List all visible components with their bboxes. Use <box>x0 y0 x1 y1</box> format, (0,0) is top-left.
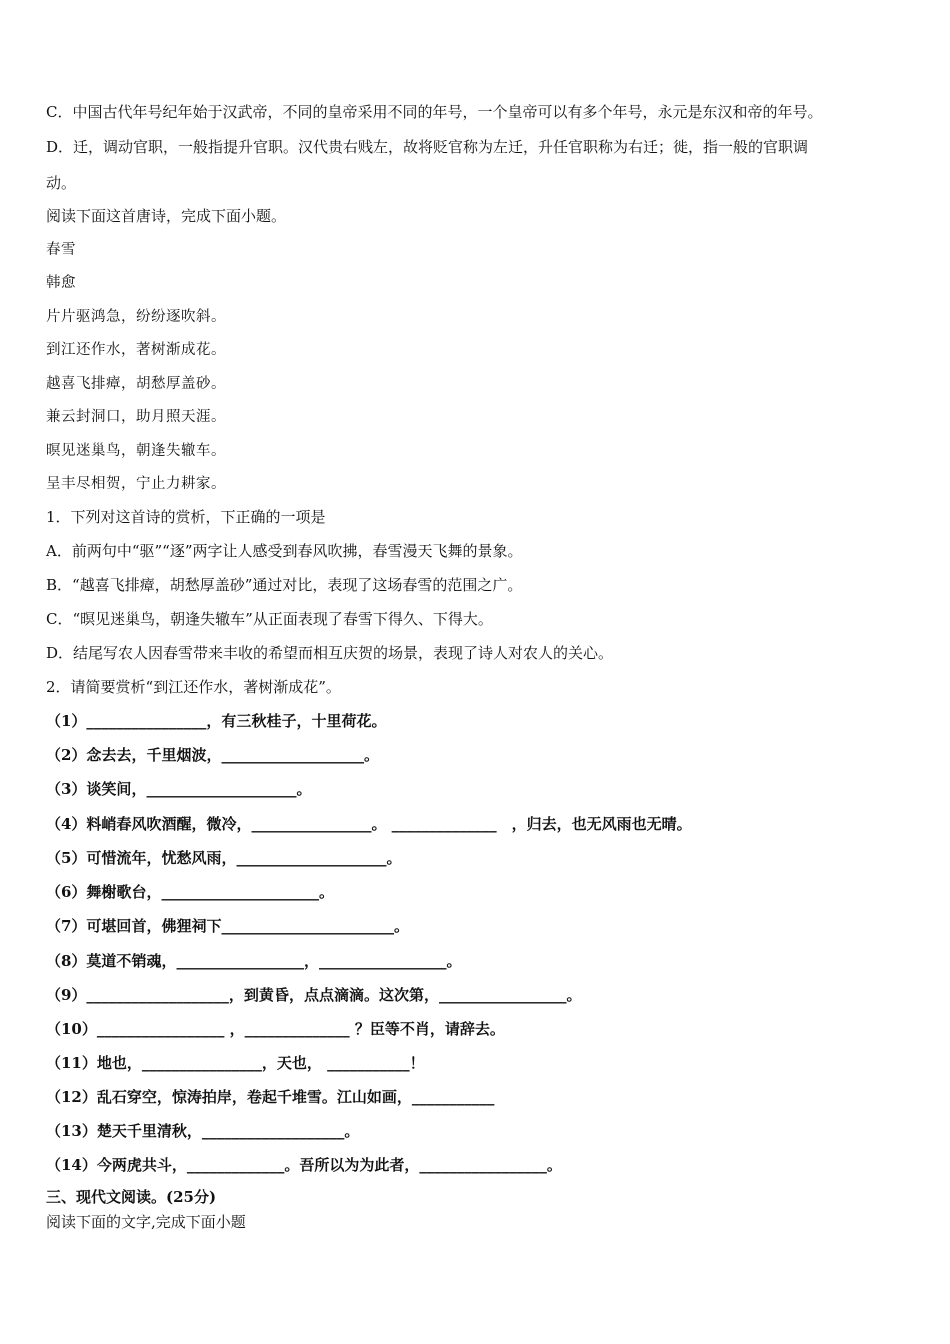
option-c-line: C．中国古代年号纪年始于汉武帝，不同的皇帝采用不同的年号，一个皇帝可以有多个年号，永元是东汉和帝的年号。 <box>46 103 823 121</box>
poem-line: 呈丰尽相贺，宁止力耕家。 <box>46 476 226 492</box>
fill-blank-item: （5）可惜流年，忧愁风雨，____________________。 <box>46 849 402 867</box>
poem-line: 到江还作水，著树渐成花。 <box>46 342 226 358</box>
poem-line: 越喜飞排瘴，胡愁厚盖砂。 <box>46 376 226 392</box>
poem-title: 春雪 <box>46 242 76 258</box>
fill-blank-item: （8）莫道不销魂，_________________，_________________。 <box>46 952 462 970</box>
fill-blank-item: （11）地也，________________，天也， ___________！ <box>46 1054 425 1072</box>
poem-line: 片片驱鸿急，纷纷逐吹斜。 <box>46 309 226 325</box>
fill-blank-item: （4）料峭春风吹酒醒，微冷，________________。 ______________ ，归去，也无风雨也无晴。 <box>46 815 692 833</box>
poem-author: 韩愈 <box>46 275 76 291</box>
fill-blank-item: （2）念去去，千里烟波，___________________。 <box>46 746 379 764</box>
fill-blank-item: （10）_________________ ，______________ ？臣等不肖，请辞去。 <box>46 1020 505 1038</box>
fill-blank-item: （13）楚天千里清秋，___________________。 <box>46 1122 360 1140</box>
poem-intro: 阅读下面这首唐诗，完成下面小题。 <box>46 207 287 225</box>
option-d-line-1: D．迁，调动官职，一般指提升官职。汉代贵右贱左，故将贬官称为左迁，升任官职称为右迁；徙，指一般的官职调 <box>46 138 809 156</box>
question-1-option-a: A．前两句中“驱”“逐”两字让人感受到春风吹拂，春雪漫天飞舞的景象。 <box>46 542 523 560</box>
section-heading: 三、现代文阅读。(25分) <box>46 1188 217 1206</box>
fill-blank-item: （1）________________，有三秋桂子，十里荷花。 <box>46 712 387 730</box>
fill-blank-item: （12）乱石穿空，惊涛拍岸，卷起千堆雪。江山如画，___________ <box>46 1088 495 1106</box>
fill-blank-item: （3）谈笑间，____________________。 <box>46 780 312 798</box>
poem-line: 兼云封洞口，助月照天涯。 <box>46 409 226 425</box>
question-1-option-d: D．结尾写农人因春雪带来丰收的希望而相互庆贺的场景，表现了诗人对农人的关心。 <box>46 644 614 662</box>
question-1: 1．下列对这首诗的赏析，下正确的一项是 <box>46 508 326 526</box>
poem-line: 暝见迷巢鸟，朝逢失辙车。 <box>46 443 226 459</box>
fill-blank-item: （14）今两虎共斗，_____________。吾所以为为此者，_________________。 <box>46 1156 562 1174</box>
section-intro: 阅读下面的文字,完成下面小题 <box>46 1213 246 1231</box>
fill-blank-item: （6）舞榭歌台，_____________________。 <box>46 883 334 901</box>
question-2: 2．请简要赏析“到江还作水，著树渐成花”。 <box>46 678 341 696</box>
fill-blank-item: （9）___________________，到黄昏，点点滴滴。这次第，_________________。 <box>46 986 582 1004</box>
option-d-line-2: 动。 <box>46 174 77 192</box>
fill-blank-item: （7）可堪回首，佛狸祠下_______________________。 <box>46 917 409 935</box>
question-1-option-c: C．“暝见迷巢鸟，朝逢失辙车”从正面表现了春雪下得久、下得大。 <box>46 610 493 628</box>
question-1-option-b: B．“越喜飞排瘴，胡愁厚盖砂”通过对比，表现了这场春雪的范围之广。 <box>46 576 523 594</box>
